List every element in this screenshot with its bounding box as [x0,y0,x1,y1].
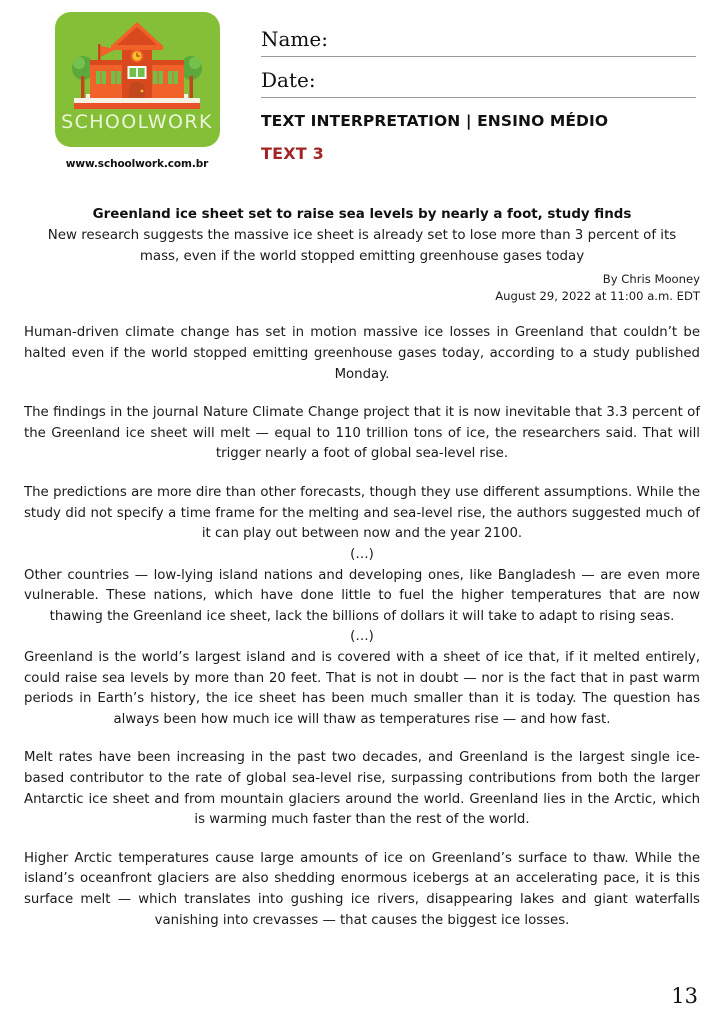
article-paragraph: Other countries — low-lying island nations and developing ones, like Bangladesh — are even more vulnerable. These nations, which have done little to fuel the higher temperatures that are now thawing the Greenland ice sheet, lack the billions of dollars it will take to adapt to rising seas. [24,567,700,624]
article-title: Greenland ice sheet set to raise sea levels by nearly a foot, study finds [92,207,632,222]
brand-block [28,12,246,170]
date-field-row[interactable] [261,67,696,98]
school-building-icon [62,16,212,112]
paragraph-block-2 [24,403,700,465]
brand-website-url: www.schoolwork.com.br [65,158,209,170]
ellipsis-separator: (…) [350,629,374,645]
name-field-label: Name: [261,27,328,51]
paragraph-block-1 [24,323,700,385]
article-subtitle: New research suggests the massive ice sheet is already set to lose more than 3 percent of its mass, even if the world stopped emitting greenhouse gases today [47,228,677,264]
article-body [0,205,724,931]
article-paragraph: Higher Arctic temperatures cause large amounts of ice on Greenland’s surface to thaw. While the island’s oceanfront glaciers are also shedding enormous icebergs at an accelerating pace, it is this surface melt — which translates into gushing ice rivers, disappearing lakes and giant waterfalls vanishing into crevasses — that causes the biggest ice losses. [24,850,700,928]
logo-wordmark: SCHOOLWORK [61,111,213,133]
date-field-label: Date: [261,68,316,92]
article-paragraph: Human-driven climate change has set in motion massive ice losses in Greenland that couldn’t be halted even if the world stopped emitting greenhouse gases today, according to a study published Monday. [24,325,700,382]
article-paragraph: Melt rates have been increasing in the past two decades, and Greenland is the largest single ice-based contributor to the rate of global sea-level rise, surpassing contributions from both the larger Antarctic ice sheet and from mountain glaciers around the world. Greenland lies in the Arctic, which is warming much faster than the rest of the world. [24,750,700,828]
article-paragraph: Greenland is the world’s largest island and is covered with a sheet of ice that, if it melted entirely, could raise sea levels by more than 20 feet. That is not in doubt — nor is the fact that in past warm periods in Earth’s history, the ice sheet has been much smaller than it is today. The question has always been how much ice will thaw as temperatures rise — and how fast. [24,649,700,727]
paragraph-block-3 [24,483,700,545]
ellipsis-separator: (…) [350,546,374,562]
paragraph-block-7 [24,849,700,931]
student-fields [246,12,696,163]
page-header [0,0,724,195]
article-paragraph: The findings in the journal Nature Climate Change project that it is now inevitable that 3.3 percent of the Greenland ice sheet will melt — equal to 110 trillion tons of ice, the researchers said. That will trigger nearly a foot of global sea-level rise. [24,405,700,462]
paragraph-block-5 [24,648,700,730]
paragraph-block-4 [24,566,700,628]
article-paragraph: The predictions are more dire than other forecasts, though they use different assumptions. While the study did not specify a time frame for the melting and sea-level rise, the authors suggested much of it can play out between now and the year 2100. [24,485,700,542]
paragraph-block-6 [24,748,700,830]
name-field-row[interactable] [261,26,696,57]
article-published-date: August 29, 2022 at 11:00 a.m. EDT [495,289,700,304]
worksheet-section-title: TEXT INTERPRETATION | ENSINO MÉDIO [261,112,609,130]
schoolwork-logo [55,12,220,147]
page-number: 13 [671,984,698,1008]
text-number-label: TEXT 3 [261,144,324,163]
article-byline: By Chris Mooney [602,271,700,286]
